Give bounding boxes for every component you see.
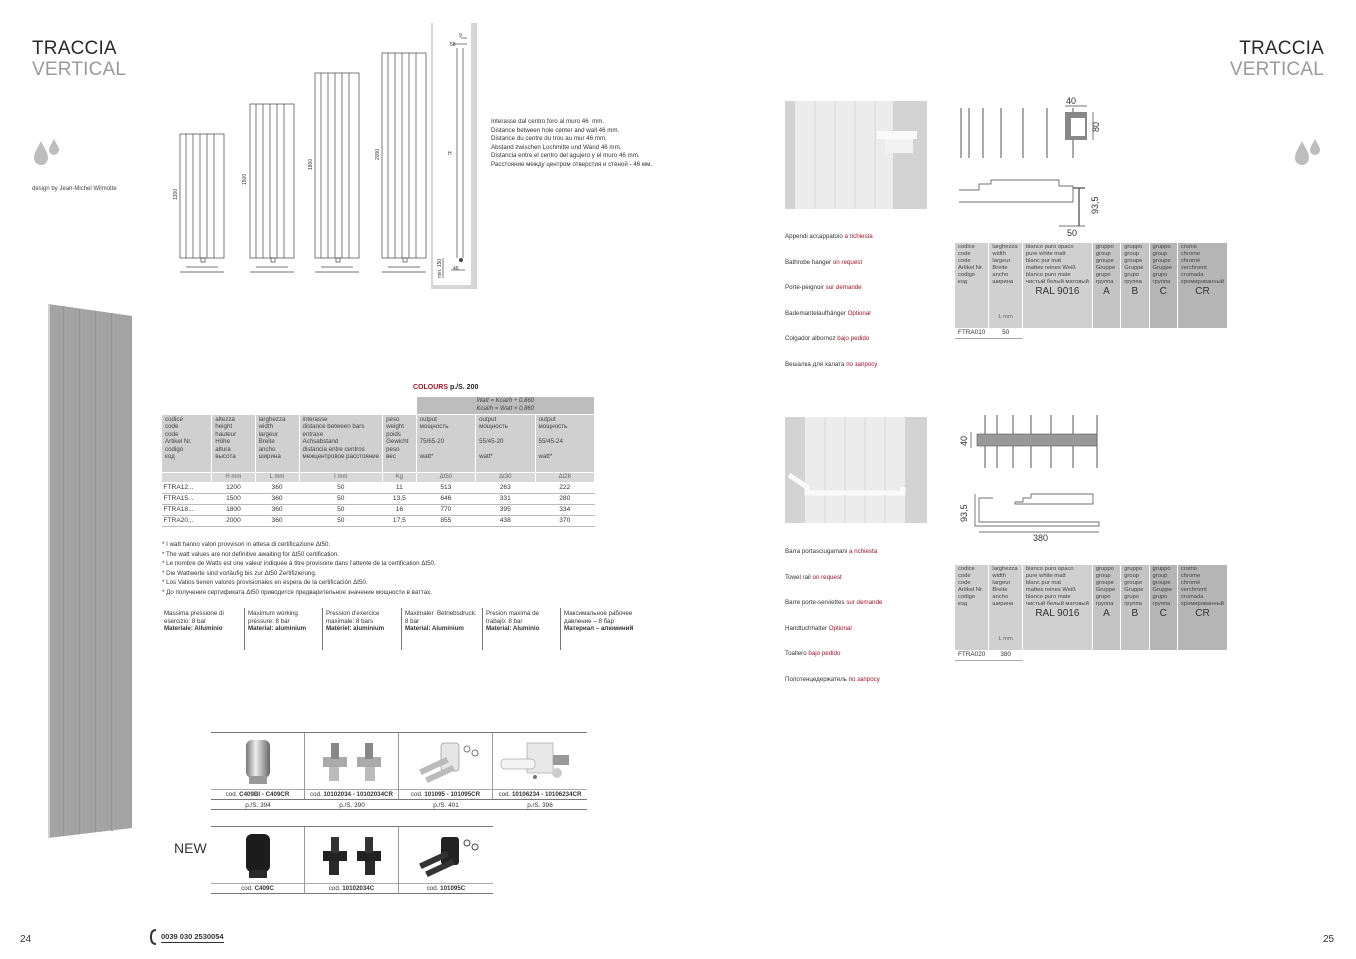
table-cell: 334 bbox=[535, 505, 595, 516]
table-cell: 360 bbox=[255, 494, 299, 505]
pressure-cell-de: Maximaler Betriebsdruck: 8 bar Material: Aluminium bbox=[402, 608, 483, 650]
table-cell: 222 bbox=[535, 483, 595, 494]
water-drops-icon bbox=[31, 137, 61, 167]
table-cell: 280 bbox=[535, 494, 595, 505]
drawing-1500 bbox=[250, 104, 294, 272]
new-label: NEW bbox=[174, 840, 207, 856]
header-code: codice code code Artikel Nr. codigo код bbox=[955, 243, 989, 313]
spec-table bbox=[161, 396, 595, 527]
dimension-drawings bbox=[165, 20, 485, 292]
chrome-cr: CR bbox=[1195, 607, 1210, 619]
table-cell: 263 bbox=[476, 483, 535, 494]
header-interaxis: interasse distance between bars entraxe Achsabstand distancia entre centros межцентровое расстояние bbox=[299, 415, 383, 473]
table-cell: 17,5 bbox=[383, 515, 417, 526]
certification-notes bbox=[162, 540, 436, 597]
accessory-page-ref[interactable]: p./S. 396 bbox=[493, 799, 587, 810]
ral-value: RAL 9016 bbox=[1035, 285, 1080, 297]
new-accessories-grid bbox=[211, 826, 493, 894]
note-line: * До получения сертификата Δt50 приводится предварительное значение мощности в ваттах. bbox=[162, 588, 432, 596]
header-group: gruppo group groupe Gruppe grupo группа bbox=[1152, 566, 1172, 607]
drawing-1200 bbox=[180, 134, 224, 272]
table-cell: 16 bbox=[383, 505, 417, 516]
header-group: gruppo group groupe Gruppe grupo группа bbox=[1095, 244, 1116, 285]
item-size: 380 bbox=[989, 650, 1023, 660]
header-code: codice code code Artikel Nr. codigo код bbox=[162, 415, 212, 473]
table-cell: 646 bbox=[416, 494, 475, 505]
table-cell: 11 bbox=[383, 483, 417, 494]
height-label-1500: 1500 bbox=[242, 173, 248, 185]
table-cell: 1800 bbox=[212, 505, 255, 516]
dim-label-min150: min. 150 bbox=[437, 258, 443, 278]
table-cell: 1200 bbox=[212, 483, 255, 494]
wall-box-kit-icon bbox=[497, 737, 583, 785]
pressure-cell-it: Massima pressione di esercizio: 8 bar Materiale: Alluminio bbox=[161, 608, 245, 650]
page-subtitle: VERTICAL bbox=[32, 59, 127, 80]
table-row bbox=[955, 650, 1228, 660]
table-cell: 50 bbox=[299, 483, 383, 494]
header-output-3: output мощность 55/45-24 watt* bbox=[535, 415, 595, 473]
ral-value: RAL 9016 bbox=[1035, 607, 1080, 619]
valve-kit-chrome-icon bbox=[317, 739, 387, 783]
phone-icon bbox=[150, 929, 158, 945]
drawing-1800 bbox=[315, 73, 359, 272]
unit-cell: I mm bbox=[299, 473, 383, 483]
towel-rail-finish-table bbox=[955, 565, 1228, 661]
item-size: 50 bbox=[989, 328, 1023, 338]
group-b: B bbox=[1131, 285, 1139, 297]
accessory-page-ref[interactable]: p./S. 394 bbox=[211, 799, 305, 810]
dim-label-h: H bbox=[448, 151, 452, 157]
table-row bbox=[162, 483, 595, 494]
page-title-right: TRACCIA bbox=[1239, 38, 1324, 59]
pipe-cover-kit-black-icon bbox=[411, 831, 481, 879]
water-drops-icon bbox=[1292, 137, 1322, 167]
chrome-cr: CR bbox=[1195, 285, 1210, 297]
header-group: gruppo group groupe Gruppe grupo группа bbox=[1095, 566, 1116, 607]
accessory-item[interactable]: cod. C409BI - C409CR bbox=[211, 733, 305, 799]
group-a: A bbox=[1103, 607, 1110, 619]
unit-cell bbox=[162, 473, 212, 483]
table-cell: FTRA20... bbox=[162, 515, 212, 526]
dim-label-50: 50 bbox=[1067, 228, 1078, 238]
table-cell: FTRA15... bbox=[162, 494, 212, 505]
table-row bbox=[162, 505, 595, 516]
accessory-code: 10102034C bbox=[342, 885, 375, 892]
pressure-cell-es: Presion maxima de trabajo: 8 bar Material: Aluminio bbox=[483, 608, 561, 650]
table-cell: 770 bbox=[416, 505, 475, 516]
group-c: C bbox=[1159, 607, 1167, 619]
table-cell: 50 bbox=[299, 515, 383, 526]
note-line: * Die Wattwerte sind vorläufig bis zur Δt50 Zertifizierung. bbox=[162, 569, 317, 577]
unit-label: L mm bbox=[989, 635, 1023, 650]
height-label-1800: 1800 bbox=[308, 158, 314, 170]
header-width: larghezza width largeur Breite ancho ширина bbox=[255, 415, 299, 473]
accessory-item[interactable]: cod. 101095 - 101095CR bbox=[399, 733, 493, 799]
drawing-2000 bbox=[382, 53, 426, 272]
phone-number: 0039 030 2530054 bbox=[161, 931, 224, 941]
group-a: A bbox=[1103, 285, 1110, 297]
note-line: * I watt hanno valori provvisori in attesa di certificazione Δt50. bbox=[162, 541, 331, 548]
accessory-code: 10102034 - 10102034CR bbox=[323, 791, 393, 798]
dim-label-380: 380 bbox=[1033, 533, 1049, 543]
thermostatic-head-black-icon bbox=[243, 830, 273, 880]
header-output-1: output мощность 75/65-20 watt* bbox=[416, 415, 475, 473]
accessory-code: 101095 - 101095CR bbox=[424, 791, 481, 798]
table-cell: 50 bbox=[299, 494, 383, 505]
table-cell: 50 bbox=[299, 505, 383, 516]
colours-reference[interactable] bbox=[413, 384, 478, 392]
pressure-cell-ru: Максимальное рабочее давление – 8 бар Материал – алюминий bbox=[564, 610, 634, 632]
group-b: B bbox=[1131, 607, 1139, 619]
hanger-caption: Appendi accappatoio a richiesta Bathrobe hanger on request Porte-peignoir sur demande Bademantelaufhänger Optional Colgador albornoz bajo pedido Вешалка для халата по запросу bbox=[785, 233, 878, 368]
table-cell: 513 bbox=[416, 483, 475, 494]
page-number-left: 24 bbox=[20, 934, 32, 945]
accessory-page-ref[interactable]: p./S. 401 bbox=[399, 799, 493, 810]
header-height: altezza height hauteur Höhe altura высота bbox=[212, 415, 255, 473]
unit-cell: Kg bbox=[383, 473, 417, 483]
height-label-1200: 1200 bbox=[173, 188, 179, 200]
table-cell: FTRA18... bbox=[162, 505, 212, 516]
designer-credit: design by Jean-Michel Wilmotte bbox=[32, 186, 117, 192]
accessory-item[interactable]: cod. 10102034 - 10102034CR bbox=[305, 733, 399, 799]
dim-label-40: 40 bbox=[1066, 96, 1077, 106]
table-row bbox=[162, 515, 595, 526]
unit-cell: Δt30 bbox=[476, 473, 535, 483]
page-number-right: 25 bbox=[1323, 934, 1335, 945]
unit-cell: H mm bbox=[212, 473, 255, 483]
accessory-code: 101095C bbox=[440, 885, 466, 892]
table-cell: 1500 bbox=[212, 494, 255, 505]
height-label-2000: 2000 bbox=[375, 148, 381, 160]
accessory-item[interactable]: cod. 10106234 - 10106234CR bbox=[493, 733, 587, 799]
drawing-side-view bbox=[431, 23, 477, 289]
header-code: codice code code Artikel Nr. codigo код bbox=[955, 565, 989, 635]
table-cell: 331 bbox=[476, 494, 535, 505]
accessory-item[interactable]: cod. 10102034C bbox=[305, 827, 399, 894]
page-subtitle-right: VERTICAL bbox=[1229, 59, 1324, 80]
item-code: FTRA020 bbox=[955, 650, 989, 660]
header-weight: peso weight poids Gewicht peso вес bbox=[383, 415, 417, 473]
table-cell: 2000 bbox=[212, 515, 255, 526]
towel-rail-photo bbox=[785, 417, 927, 523]
accessory-code: 10106234 - 10106234CR bbox=[511, 791, 582, 798]
table-cell: 360 bbox=[255, 483, 299, 494]
hanger-drawing bbox=[955, 94, 1105, 244]
header-white: bianco puro opaco pure white matt blanc pur mat mattes reines Weiß blanco puro mate чистый белый матовый bbox=[1025, 566, 1089, 607]
pressure-cell-en: Maximum working pressure: 8 bar Material: aluminium bbox=[245, 608, 323, 650]
unit-cell: Δt50 bbox=[416, 473, 475, 483]
conversion-line-1: Watt = Kcal/h ÷ 0,860 bbox=[476, 398, 534, 404]
header-white: bianco puro opaco pure white matt blanc pur mat mattes reines Weiß blanco puro mate чистый белый матовый bbox=[1025, 244, 1089, 285]
unit-cell: L mm bbox=[255, 473, 299, 483]
dim-label-80: 80 bbox=[1091, 121, 1101, 132]
table-cell: 370 bbox=[535, 515, 595, 526]
accessory-page-ref[interactable]: p./S. 390 bbox=[305, 799, 399, 810]
header-group: gruppo group groupe Gruppe grupo группа bbox=[1124, 566, 1144, 607]
thermostatic-head-chrome-icon bbox=[243, 736, 273, 786]
valve-kit-black-icon bbox=[317, 833, 387, 877]
accessory-item[interactable]: cod. C409C bbox=[211, 827, 305, 894]
unit-label: L mm bbox=[989, 313, 1023, 328]
note-line: * Le nombre de Watts est une valeur indiquée à titre provisoire dans l'attente de la certification Δt50. bbox=[162, 560, 436, 567]
pressure-material-row bbox=[161, 608, 639, 650]
colours-label: COLOURS bbox=[413, 384, 448, 391]
page-title: TRACCIA bbox=[32, 38, 117, 59]
towel-rail-drawing bbox=[955, 410, 1105, 550]
table-cell: 438 bbox=[476, 515, 535, 526]
radiator-image bbox=[46, 302, 134, 840]
accessory-code: C409BI - C409CR bbox=[239, 791, 290, 798]
dim-label-46: 46 bbox=[453, 266, 459, 272]
dim-label-9: 9 bbox=[459, 33, 462, 39]
header-width: larghezza width largeur Breite ancho ширина bbox=[989, 243, 1023, 313]
table-cell: FTRA12... bbox=[162, 483, 212, 494]
pressure-cell-fr: Pression d'exercice maximale: 8 bars Matériel: aluminium bbox=[323, 608, 402, 650]
table-cell: 360 bbox=[255, 505, 299, 516]
phone-contact[interactable] bbox=[150, 929, 224, 945]
pipe-cover-kit-icon bbox=[411, 737, 481, 785]
table-cell: 395 bbox=[476, 505, 535, 516]
accessories-grid bbox=[211, 732, 587, 810]
hanger-finish-table bbox=[955, 243, 1228, 339]
table-cell: 360 bbox=[255, 515, 299, 526]
group-c: C bbox=[1159, 285, 1167, 297]
note-line: * The watt values are not definitive awaiting for Δt50 certification. bbox=[162, 550, 340, 558]
header-output-2: output мощность 55/45-20 watt* bbox=[476, 415, 535, 473]
header-group: gruppo group groupe Gruppe grupo группа bbox=[1124, 244, 1144, 285]
towel-rail-caption: Barra portasciugamani a richiesta Towel rail on request Barre porte-serviettes sur demande Handtuchhalter Optional Toallero bajo pedido Полотенцедержатель по запросу bbox=[785, 548, 883, 683]
header-width: larghezza width largeur Breite ancho ширина bbox=[989, 565, 1023, 635]
header-chrome: cromo chrome chromé verchromt cromada хромированный bbox=[1180, 244, 1224, 285]
accessory-item[interactable]: cod. 101095C bbox=[399, 827, 493, 894]
table-cell: 855 bbox=[416, 515, 475, 526]
interasse-note: Interasse dal centro foro al muro 46 mm. Distance between hole center and wall 46 mm. Distance du centre du trou au mur 46 mm. Abstand zwischen Lochmitte und Wand 46 mm. Distancia entre el centro del agujero y el muro 46 mm. Расстояние между центром отверстия и стеной - 46 мм. bbox=[491, 118, 653, 168]
conversion-line-2: Kcal/h = Watt × 0,860 bbox=[476, 405, 535, 412]
dim-label-58: 58 bbox=[450, 42, 456, 48]
colours-page: p./S. 200 bbox=[449, 384, 479, 391]
table-row bbox=[955, 328, 1228, 338]
dim-label-93-5: 93,5 bbox=[959, 504, 969, 522]
dim-label-93-5: 93,5 bbox=[1090, 196, 1100, 214]
note-line: * Los Vatios tienen valores provisionales en espera de la certificación Δt50. bbox=[162, 579, 368, 586]
bathrobe-hanger-photo bbox=[785, 101, 927, 209]
header-group: gruppo group groupe Gruppe grupo группа bbox=[1152, 244, 1172, 285]
accessory-code: C409C bbox=[254, 885, 274, 892]
header-chrome: cromo chrome chromé verchromt cromada хромированный bbox=[1180, 566, 1224, 607]
unit-cell: Δt26 bbox=[535, 473, 595, 483]
table-cell: 13,5 bbox=[383, 494, 417, 505]
item-code: FTRA010 bbox=[955, 328, 989, 338]
table-row bbox=[162, 494, 595, 505]
dim-label-40: 40 bbox=[959, 435, 969, 446]
